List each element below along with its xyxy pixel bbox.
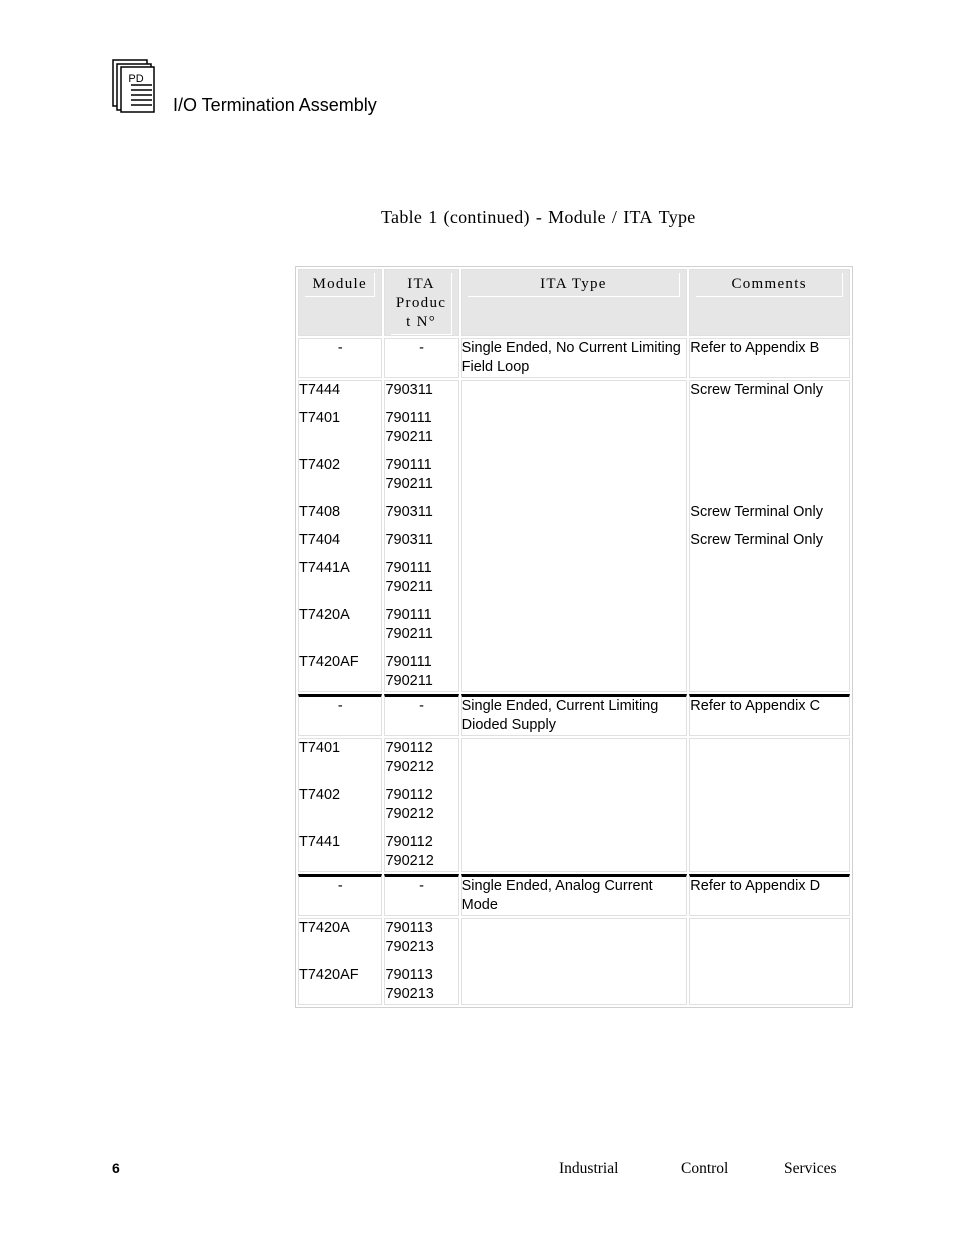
ita-product-number: 790112 (385, 787, 433, 803)
footer-company-word: Control (681, 1160, 729, 1177)
module-comment (690, 653, 849, 691)
ita-product-number: 790112 (385, 834, 433, 850)
module-code-text: T7420AF (299, 654, 359, 670)
caption-word: - (535, 207, 543, 227)
module-comment (690, 381, 849, 400)
module-comment (690, 833, 849, 871)
module-comment-text (690, 653, 849, 672)
module-code (299, 966, 381, 1004)
ita-product-numbers (385, 456, 457, 494)
summary-module-cell: - (298, 874, 382, 916)
footer-company-word: Services (784, 1160, 837, 1177)
comment-column-cell (689, 380, 850, 692)
ita-product-number: 790211 (385, 429, 433, 445)
ita-product-number: 790111 (385, 410, 432, 426)
module-comment (690, 503, 849, 522)
ita-number-column-cell (384, 380, 458, 692)
module-code (299, 606, 381, 644)
module-code (299, 919, 381, 957)
caption-word: Table (381, 207, 423, 227)
module-code (299, 503, 381, 522)
ita-product-numbers (385, 966, 457, 1004)
summary-type-cell: Single Ended, Analog Current Mode (461, 874, 688, 916)
module-code (299, 381, 381, 400)
caption-word: 1 (428, 207, 438, 227)
ita-number-column-cell (384, 918, 458, 1005)
summary-ita-cell: - (384, 338, 458, 378)
ita-product-number: 790311 (385, 504, 433, 520)
ita-product-numbers (385, 381, 457, 400)
module-code-text: T7401 (299, 410, 341, 426)
ita-product-number: 790211 (385, 476, 433, 492)
module-comment (690, 739, 849, 777)
module-comment (690, 919, 849, 957)
module-comment-text: Screw Terminal Only (690, 532, 823, 548)
ita-product-numbers (385, 919, 457, 957)
ita-product-numbers (385, 833, 457, 871)
ita-product-number: 790211 (385, 673, 433, 689)
ita-product-number: 790211 (385, 626, 433, 642)
module-comment-text (690, 786, 849, 805)
module-code-text: T7444 (299, 382, 341, 398)
ita-product-number: 790111 (385, 560, 432, 576)
summary-comment-cell: Refer to Appendix C (689, 694, 850, 736)
module-code-text: T7402 (299, 787, 341, 803)
ita-number-column-cell (384, 738, 458, 872)
module-comment-text (690, 606, 849, 625)
module-comment (690, 409, 849, 447)
ita-type-column-cell (461, 738, 688, 872)
module-comment-text: Screw Terminal Only (690, 382, 823, 398)
ita-product-number: 790212 (385, 759, 434, 775)
module-code (299, 531, 381, 550)
module-comment (690, 531, 849, 550)
module-column-cell (298, 738, 382, 872)
summary-comment-cell: Refer to Appendix D (689, 874, 850, 916)
ita-product-number: 790113 (385, 920, 433, 936)
table-header-row (298, 269, 850, 336)
document-logo-icon (112, 59, 156, 113)
module-code (299, 559, 381, 597)
module-comment (690, 606, 849, 644)
header-ita-product-no: ITA Produc t N° (384, 269, 458, 336)
ita-product-numbers (385, 503, 457, 522)
header-module: Module (298, 269, 382, 336)
caption-word: Module (548, 207, 606, 227)
ita-product-number: 790111 (385, 607, 432, 623)
module-code-text: T7441A (299, 560, 350, 576)
ita-product-numbers (385, 606, 457, 644)
module-code (299, 653, 381, 691)
ita-product-numbers (385, 786, 457, 824)
comment-column-cell (689, 918, 850, 1005)
ita-product-numbers (385, 409, 457, 447)
module-code-text: T7401 (299, 740, 341, 756)
module-comment-text (690, 559, 849, 578)
page-number: 6 (112, 1160, 120, 1176)
module-code-text: T7408 (299, 504, 341, 520)
module-ita-table (295, 266, 853, 1008)
module-column-cell (298, 380, 382, 692)
module-code-text: T7404 (299, 532, 341, 548)
summary-ita-cell: - (384, 694, 458, 736)
module-comment (690, 786, 849, 824)
ita-type-column-cell (461, 380, 688, 692)
table-caption (381, 207, 702, 228)
ita-type-column-cell (461, 918, 688, 1005)
module-comment (690, 456, 849, 494)
logo-text: PD (128, 73, 144, 85)
module-code-text: T7402 (299, 457, 341, 473)
ita-product-number: 790212 (385, 853, 434, 869)
header-ita-type: ITA Type (461, 269, 688, 336)
summary-module-cell: - (298, 338, 382, 378)
module-code-text: T7420A (299, 920, 350, 936)
ita-product-number: 790311 (385, 532, 433, 548)
caption-word: / (611, 207, 618, 227)
summary-row (298, 874, 850, 916)
summary-type-cell: Single Ended, Current Limiting Dioded Supply (461, 694, 688, 736)
module-column-cell (298, 918, 382, 1005)
module-comment (690, 559, 849, 597)
module-code (299, 739, 381, 777)
caption-word: ITA (623, 207, 653, 227)
header-comments: Comments (689, 269, 850, 336)
ita-product-numbers (385, 653, 457, 691)
ita-product-numbers (385, 559, 457, 597)
module-group-row (298, 918, 850, 1005)
summary-module-cell: - (298, 694, 382, 736)
ita-product-number: 790112 (385, 740, 433, 756)
ita-product-number: 790211 (385, 579, 433, 595)
ita-product-numbers (385, 531, 457, 550)
ita-product-number: 790213 (385, 939, 434, 955)
module-comment-text (690, 833, 849, 852)
comment-column-cell (689, 738, 850, 872)
ita-product-numbers (385, 739, 457, 777)
module-code-text: T7420A (299, 607, 350, 623)
module-code (299, 833, 381, 871)
ita-product-number: 790111 (385, 654, 432, 670)
module-comment-text (690, 966, 849, 985)
summary-row (298, 338, 850, 378)
summary-row (298, 694, 850, 736)
module-comment-text (690, 456, 849, 475)
caption-word: (continued) (443, 207, 530, 227)
module-group-row (298, 738, 850, 872)
footer-company-word: Industrial (559, 1160, 619, 1177)
module-comment-text (690, 409, 849, 428)
module-code (299, 409, 381, 447)
summary-comment-cell: Refer to Appendix B (689, 338, 850, 378)
module-code-text: T7441 (299, 834, 341, 850)
caption-word: Type (658, 207, 696, 227)
ita-product-number: 790311 (385, 382, 433, 398)
ita-product-number: 790111 (385, 457, 432, 473)
module-comment-text (690, 739, 849, 758)
module-comment-text (690, 919, 849, 938)
module-group-row (298, 380, 850, 692)
ita-product-number: 790113 (385, 967, 433, 983)
ita-product-number: 790212 (385, 806, 434, 822)
module-code (299, 456, 381, 494)
summary-ita-cell: - (384, 874, 458, 916)
page-header-title: I/O Termination Assembly (173, 95, 377, 115)
module-comment (690, 966, 849, 1004)
module-comment-text: Screw Terminal Only (690, 504, 823, 520)
module-code (299, 786, 381, 824)
summary-type-cell: Single Ended, No Current Limiting Field Loop (461, 338, 688, 378)
module-code-text: T7420AF (299, 967, 359, 983)
ita-product-number: 790213 (385, 986, 434, 1002)
